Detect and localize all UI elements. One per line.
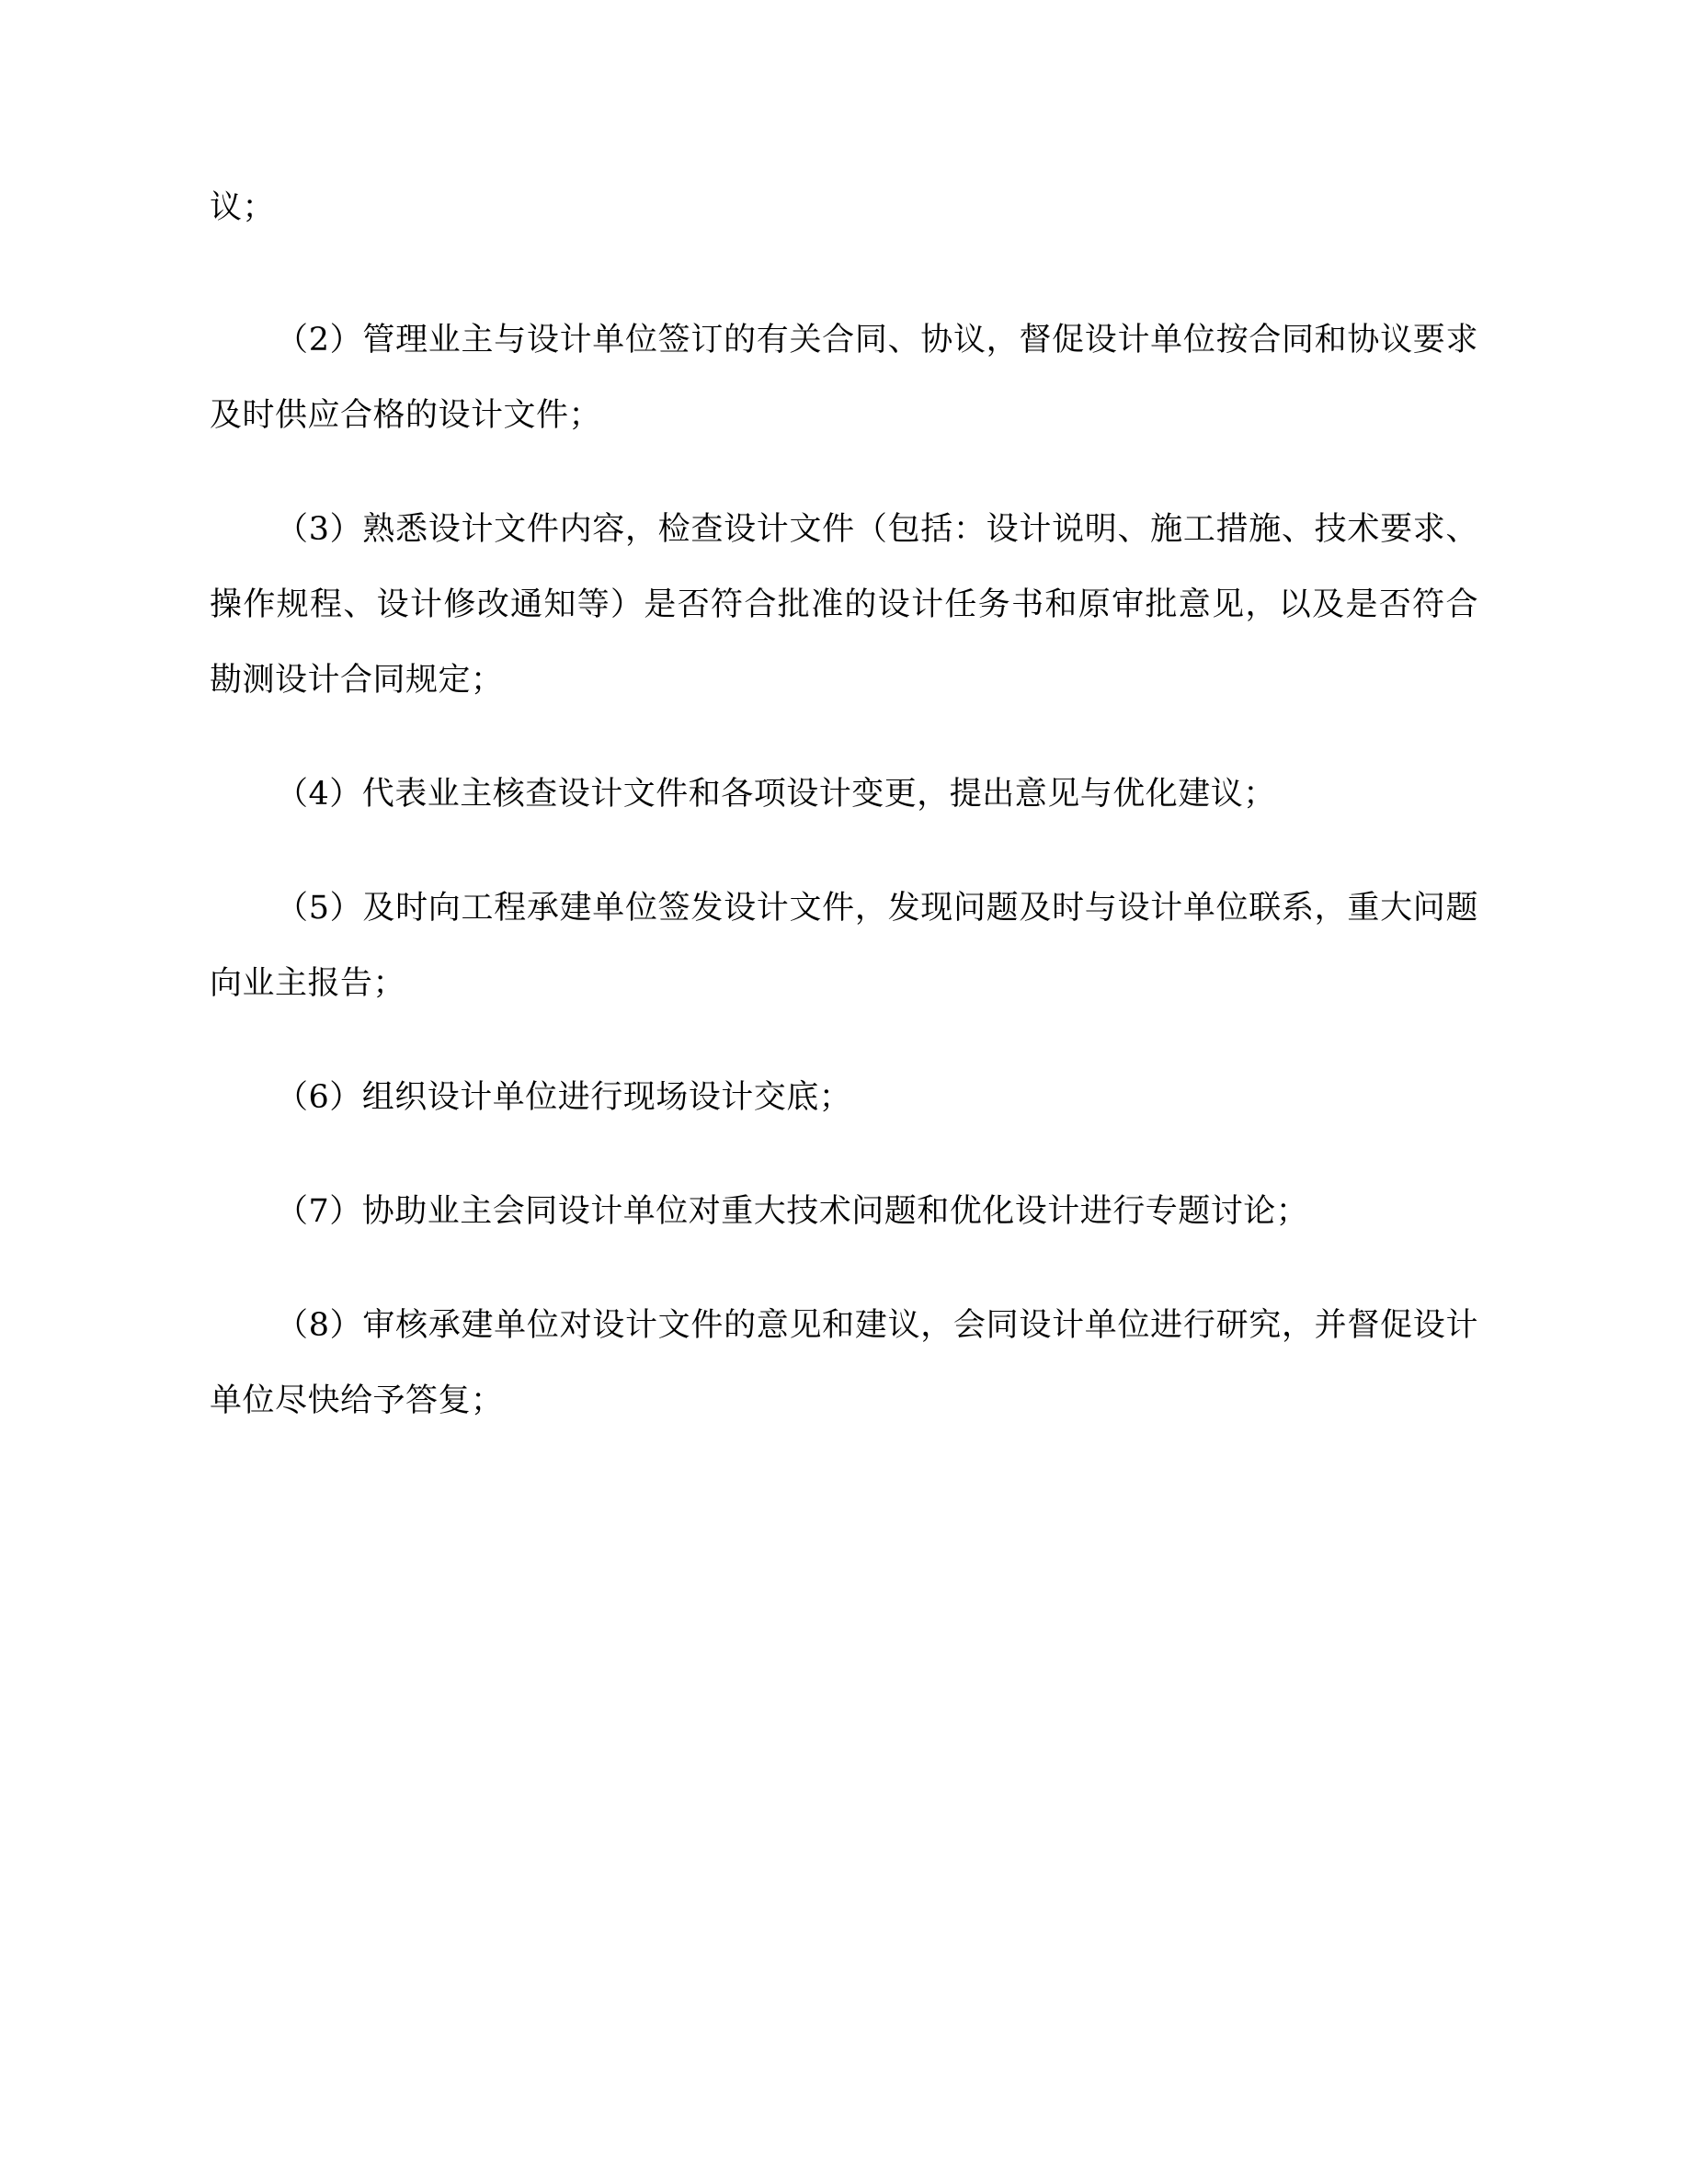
paragraph-continuation: 议； — [210, 189, 276, 226]
paragraph-item-3: （3）熟悉设计文件内容，检查设计文件（包括：设计说明、施工措施、技术要求、操作规程、设计修改通知等）是否符合批准的设计任务书和原审批意见，以及是否符合勘测设计合同规定； — [210, 511, 1478, 699]
paragraph-item-5: （5）及时向工程承建单位签发设计文件，发现问题及时与设计单位联系，重大问题向业主报告； — [210, 890, 1478, 1002]
paragraph-item-7: （7）协助业主会同设计单位对重大技术问题和优化设计进行专题讨论； — [276, 1193, 1309, 1230]
paragraph-item-8: （8）审核承建单位对设计文件的意见和建议，会同设计单位进行研究，并督促设计单位尽快给予答复； — [210, 1307, 1478, 1419]
paragraph-item-2: （2）管理业主与设计单位签订的有关合同、协议，督促设计单位按合同和协议要求及时供应合格的设计文件； — [210, 322, 1478, 434]
paragraph-item-6: （6）组织设计单位进行现场设计交底； — [276, 1079, 852, 1116]
document-body — [210, 170, 1478, 1439]
paragraph-item-4: （4）代表业主核查设计文件和各项设计变更，提出意见与优化建议； — [276, 776, 1276, 813]
